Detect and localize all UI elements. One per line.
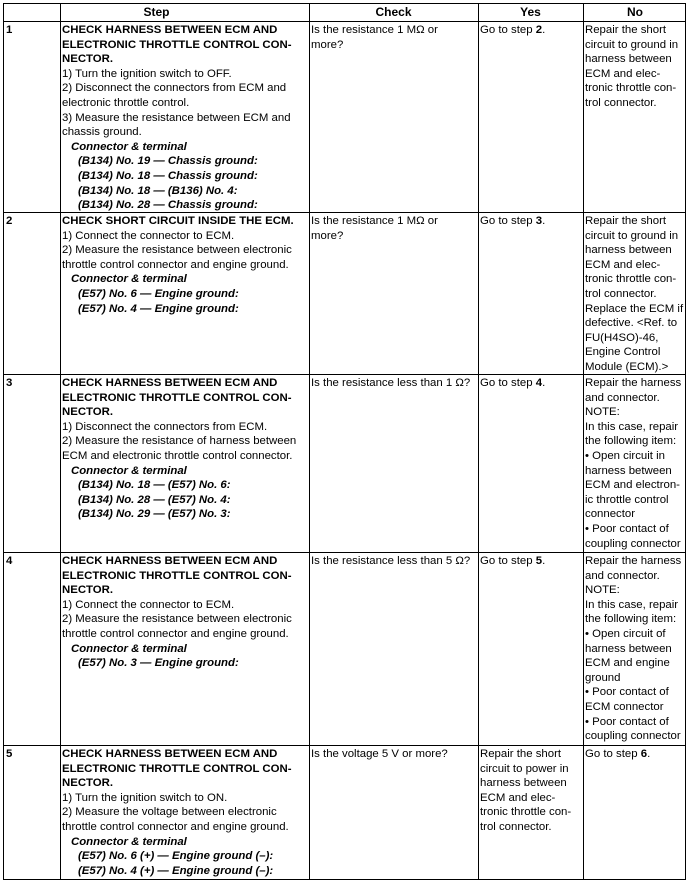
connector-heading: Connector & terminal <box>71 464 187 477</box>
yes-line: tronic throttle con- <box>480 806 572 819</box>
no-line: Repair the harness <box>585 555 682 567</box>
yes-step-number: 4 <box>535 377 543 389</box>
no-line: defective. <Ref. to <box>585 317 678 330</box>
header-step: Step <box>143 5 170 19</box>
yes-line: trol connector. <box>480 820 552 833</box>
step-title-line: CHECK HARNESS BETWEEN ECM AND <box>62 555 278 567</box>
instruction-line: chassis ground. <box>62 126 142 139</box>
no-line: the following item: <box>585 435 677 448</box>
no-line: harness between <box>585 642 672 655</box>
connector-heading: Connector & terminal <box>71 642 187 655</box>
instruction-line: throttle control connector and engine ground. <box>62 258 289 271</box>
no-cell <box>583 747 687 762</box>
step-title-line: CHECK HARNESS BETWEEN ECM AND <box>62 748 278 760</box>
yes-text: Go to step <box>480 555 536 567</box>
header-no: No <box>627 5 643 19</box>
step-cell <box>60 23 309 213</box>
no-line: • Open circuit of <box>585 627 666 640</box>
step-title-line: NECTOR. <box>62 584 114 597</box>
instruction-line: throttle control connector and engine ground. <box>62 627 289 640</box>
no-line: NOTE: <box>585 584 620 597</box>
no-line: harness between <box>585 244 672 257</box>
no-line: In this case, repair <box>585 420 679 433</box>
check-line: Is the voltage 5 V or more? <box>311 748 448 760</box>
connector-item: (E57) No. 3 — Engine ground: <box>78 657 239 670</box>
step-number: 4 <box>6 555 13 567</box>
step-title-line: CHECK HARNESS BETWEEN ECM AND <box>62 377 278 389</box>
yes-line: harness between <box>480 777 567 790</box>
no-line: ECM connector <box>585 700 664 713</box>
step-cell <box>60 554 309 671</box>
no-cell <box>583 23 687 111</box>
connector-item: (E57) No. 6 (+) — Engine ground (–): <box>78 850 274 863</box>
connector-item: (B134) No. 18 — (E57) No. 6: <box>78 479 231 492</box>
no-line: Engine Control <box>585 346 661 359</box>
no-line: NOTE: <box>585 406 620 419</box>
no-text: . <box>647 748 651 760</box>
no-line: • Poor contact of <box>585 686 669 699</box>
no-line: ECM and engine <box>585 657 670 670</box>
no-line: coupling connector <box>585 537 681 550</box>
step-title-line: ELECTRONIC THROTTLE CONTROL CON- <box>62 38 292 51</box>
no-cell <box>583 214 687 375</box>
yes-text: Go to step <box>480 24 536 36</box>
step-title-line: ELECTRONIC THROTTLE CONTROL CON- <box>62 391 292 404</box>
instruction-line: 2) Disconnect the connectors from ECM and <box>62 82 287 95</box>
yes-cell <box>478 214 583 229</box>
no-line: Module (ECM).> <box>585 360 669 373</box>
instruction-line: 1) Disconnect the connectors from ECM. <box>62 420 268 433</box>
step-cell <box>60 747 309 878</box>
check-line: Is the resistance 1 MΩ or <box>311 24 438 36</box>
step-title-line: NECTOR. <box>62 406 114 419</box>
no-line: harness between <box>585 53 672 66</box>
check-line: Is the resistance less than 5 Ω? <box>311 555 471 567</box>
yes-line: ECM and elec- <box>480 791 556 804</box>
step-title-line: CHECK HARNESS BETWEEN ECM AND <box>62 24 278 36</box>
no-line: Repair the harness <box>585 377 682 389</box>
yes-text: Go to step <box>480 215 536 227</box>
no-line: ECM and elec- <box>585 258 661 271</box>
yes-text: . <box>542 215 546 227</box>
step-cell <box>60 214 309 316</box>
check-cell <box>309 747 478 762</box>
check-cell <box>309 214 478 243</box>
row-divider <box>4 21 685 22</box>
no-cell <box>583 376 687 551</box>
check-line: Is the resistance less than 1 Ω? <box>311 377 471 389</box>
instruction-line: 2) Measure the resistance of harness between <box>62 435 297 448</box>
no-line: harness between <box>585 464 672 477</box>
no-line: circuit to ground in <box>585 38 679 51</box>
connector-heading: Connector & terminal <box>71 835 187 848</box>
no-line: Replace the ECM if <box>585 302 684 315</box>
step-title-line: ELECTRONIC THROTTLE CONTROL CON- <box>62 569 292 582</box>
yes-text: . <box>542 377 546 389</box>
instruction-line: 1) Connect the connector to ECM. <box>62 598 235 611</box>
connector-item: (E57) No. 4 (+) — Engine ground (–): <box>78 864 274 877</box>
no-line: ground <box>585 671 621 684</box>
instruction-line: 1) Connect the connector to ECM. <box>62 229 235 242</box>
no-line: tronic throttle con- <box>585 82 677 95</box>
step-number: 2 <box>6 215 13 227</box>
connector-item: (B134) No. 29 — (E57) No. 3: <box>78 508 231 521</box>
no-line: trol connector. <box>585 287 657 300</box>
instruction-line: 2) Measure the resistance between electronic <box>62 244 292 257</box>
no-line: the following item: <box>585 613 677 626</box>
step-number: 1 <box>6 24 13 36</box>
connector-item: (B134) No. 19 — Chassis ground: <box>78 155 258 168</box>
no-text: Go to step <box>585 748 641 760</box>
no-line: • Open circuit in <box>585 449 665 462</box>
no-step-number: 6 <box>640 748 648 760</box>
step-cell <box>60 376 309 522</box>
no-line: In this case, repair <box>585 598 679 611</box>
no-line: • Poor contact of <box>585 522 669 535</box>
no-line: • Poor contact of <box>585 715 669 728</box>
yes-line: circuit to power in <box>480 762 569 775</box>
check-line: more? <box>311 38 344 51</box>
header-check: Check <box>375 5 412 19</box>
yes-cell <box>478 747 583 835</box>
yes-text: . <box>542 24 546 36</box>
yes-step-number: 5 <box>535 555 543 567</box>
connector-item: (B134) No. 18 — Chassis ground: <box>78 169 258 182</box>
no-line: and connector. <box>585 569 660 582</box>
instruction-line: electronic throttle control. <box>62 96 190 109</box>
yes-cell <box>478 376 583 391</box>
row-divider <box>4 552 685 553</box>
yes-step-number: 2 <box>535 24 543 36</box>
yes-cell <box>478 554 583 569</box>
check-cell <box>309 23 478 52</box>
step-number: 5 <box>6 748 13 760</box>
no-line: FU(H4SO)-46, <box>585 331 659 344</box>
instruction-line: 2) Measure the voltage between electronic <box>62 806 277 819</box>
connector-heading: Connector & terminal <box>71 140 187 153</box>
yes-text: Go to step <box>480 377 536 389</box>
no-line: ic throttle control <box>585 493 669 506</box>
instruction-line: 1) Turn the ignition switch to OFF. <box>62 67 232 80</box>
no-line: ECM and elec- <box>585 67 661 80</box>
step-title-line: NECTOR. <box>62 777 114 790</box>
header-yes: Yes <box>520 5 541 19</box>
step-number: 3 <box>6 377 13 389</box>
connector-item: (E57) No. 6 — Engine ground: <box>78 287 239 300</box>
yes-cell <box>478 23 583 38</box>
yes-step-number: 3 <box>535 215 543 227</box>
instruction-line: throttle control connector and engine ground. <box>62 820 289 833</box>
diagnosis-table <box>3 3 686 880</box>
no-line: tronic throttle con- <box>585 273 677 286</box>
no-line: ECM and electron- <box>585 479 680 492</box>
instruction-line: 2) Measure the resistance between electronic <box>62 613 292 626</box>
connector-item: (B134) No. 28 — Chassis ground: <box>78 199 258 212</box>
check-line: more? <box>311 229 344 242</box>
yes-line: Repair the short <box>480 748 562 760</box>
connector-heading: Connector & terminal <box>71 273 187 286</box>
check-cell <box>309 376 478 391</box>
instruction-line: 1) Turn the ignition switch to ON. <box>62 791 228 804</box>
no-line: coupling connector <box>585 730 681 743</box>
step-title-line: ELECTRONIC THROTTLE CONTROL CON- <box>62 762 292 775</box>
check-cell <box>309 554 478 569</box>
no-line: Repair the short <box>585 24 667 36</box>
row-divider <box>4 745 685 746</box>
step-title-line: NECTOR. <box>62 53 114 66</box>
instruction-line: ECM and electronic throttle control connector. <box>62 449 293 462</box>
connector-item: (B134) No. 28 — (E57) No. 4: <box>78 493 231 506</box>
connector-item: (E57) No. 4 — Engine ground: <box>78 302 239 315</box>
no-line: Repair the short <box>585 215 667 227</box>
step-title-line: CHECK SHORT CIRCUIT INSIDE THE ECM. <box>62 215 294 227</box>
instruction-line: 3) Measure the resistance between ECM and <box>62 111 291 124</box>
no-cell <box>583 554 687 744</box>
no-line: and connector. <box>585 391 660 404</box>
no-line: trol connector. <box>585 96 657 109</box>
check-line: Is the resistance 1 MΩ or <box>311 215 438 227</box>
no-line: connector <box>585 508 636 521</box>
connector-item: (B134) No. 18 — (B136) No. 4: <box>78 184 238 197</box>
yes-text: . <box>542 555 546 567</box>
no-line: circuit to ground in <box>585 229 679 242</box>
